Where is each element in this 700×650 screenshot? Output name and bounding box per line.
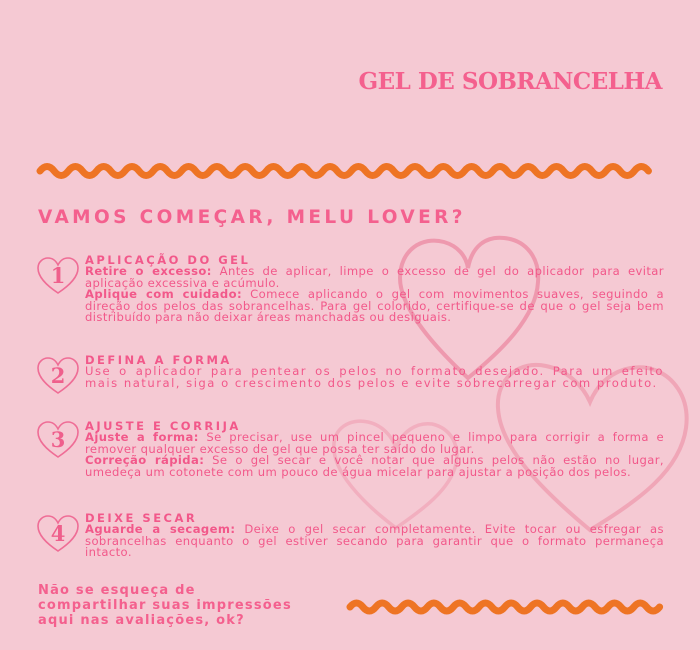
paragraph-text: Se precisar, use um pincel pequeno e limpo para corrigir a forma e remover qualquer excesso de gel que possa ter saído do lugar. <box>85 430 664 456</box>
step-title: APLICAÇÃO DO GEL <box>85 253 251 267</box>
step-number: 4 <box>50 521 66 546</box>
wave-divider-bottom <box>346 594 664 620</box>
step-number: 2 <box>50 363 66 388</box>
step-body <box>85 254 664 324</box>
step-title: AJUSTE E CORRIJA <box>85 419 241 433</box>
step-2 <box>36 354 664 406</box>
paragraph-text: Comece aplicando o gel com movimentos suaves, seguindo a direção dos pelos das sobrancelhas. Para gel colorido, certifique-se de que o gel seja bem distribuído para não deixar áreas manchadas ou desiguais. <box>85 287 664 324</box>
step-paragraph <box>85 524 664 559</box>
step-paragraph <box>85 455 664 478</box>
paragraph-lead: Ajuste a forma: <box>85 430 199 444</box>
wave-divider-top <box>36 156 664 186</box>
step-number: 3 <box>50 427 66 452</box>
step-title: DEFINA A FORMA <box>85 353 232 367</box>
paragraph-text: Antes de aplicar, limpe o excesso de gel do aplicador para evitar aplicação excessiva e acúmulo. <box>85 264 664 290</box>
step-body <box>85 420 664 478</box>
paragraph-lead: Aguarde a secagem: <box>85 522 236 536</box>
step-number: 1 <box>50 263 66 288</box>
step-paragraph <box>85 289 664 324</box>
paragraph-text: Deixe o gel secar completamente. Evite tocar ou esfregar as sobrancelhas enquanto o gel estiver secando para garantir que o formato permaneça intacto. <box>85 522 664 559</box>
step-paragraph <box>85 266 664 289</box>
paragraph-text: Use o aplicador para pentear os pelos no formato desejado. Para um efeito mais natural, siga o crescimento dos pelos e evite sobrecarregar com produto. <box>85 364 664 390</box>
intro-subtitle: VAMOS COMEÇAR, MELU LOVER? <box>38 207 466 228</box>
step-body <box>85 354 664 389</box>
step-paragraph <box>85 432 664 455</box>
paragraph-lead: Correção rápida: <box>85 453 205 467</box>
footer-line: aqui nas avaliações, ok? <box>38 613 245 628</box>
footer-line: compartilhar suas impressões <box>38 598 292 613</box>
footer-message <box>38 583 292 628</box>
paragraph-lead: Retire o excesso: <box>85 264 212 278</box>
step-3 <box>36 420 664 496</box>
step-4 <box>36 512 664 564</box>
paragraph-lead: Aplique com cuidado: <box>85 287 242 301</box>
step-paragraph <box>85 366 664 389</box>
footer-line: Não se esqueça de <box>38 583 196 598</box>
step-1 <box>36 254 664 342</box>
step-title: DEIXE SECAR <box>85 511 198 525</box>
step-body <box>85 512 664 559</box>
page-title: GEL DE SOBRANCELHA <box>358 68 662 95</box>
paragraph-text: Se o gel secar e você notar que alguns pelos não estão no lugar, umedeça um cotonete com um pouco de água micelar para ajustar a posição dos pelos. <box>85 453 664 479</box>
